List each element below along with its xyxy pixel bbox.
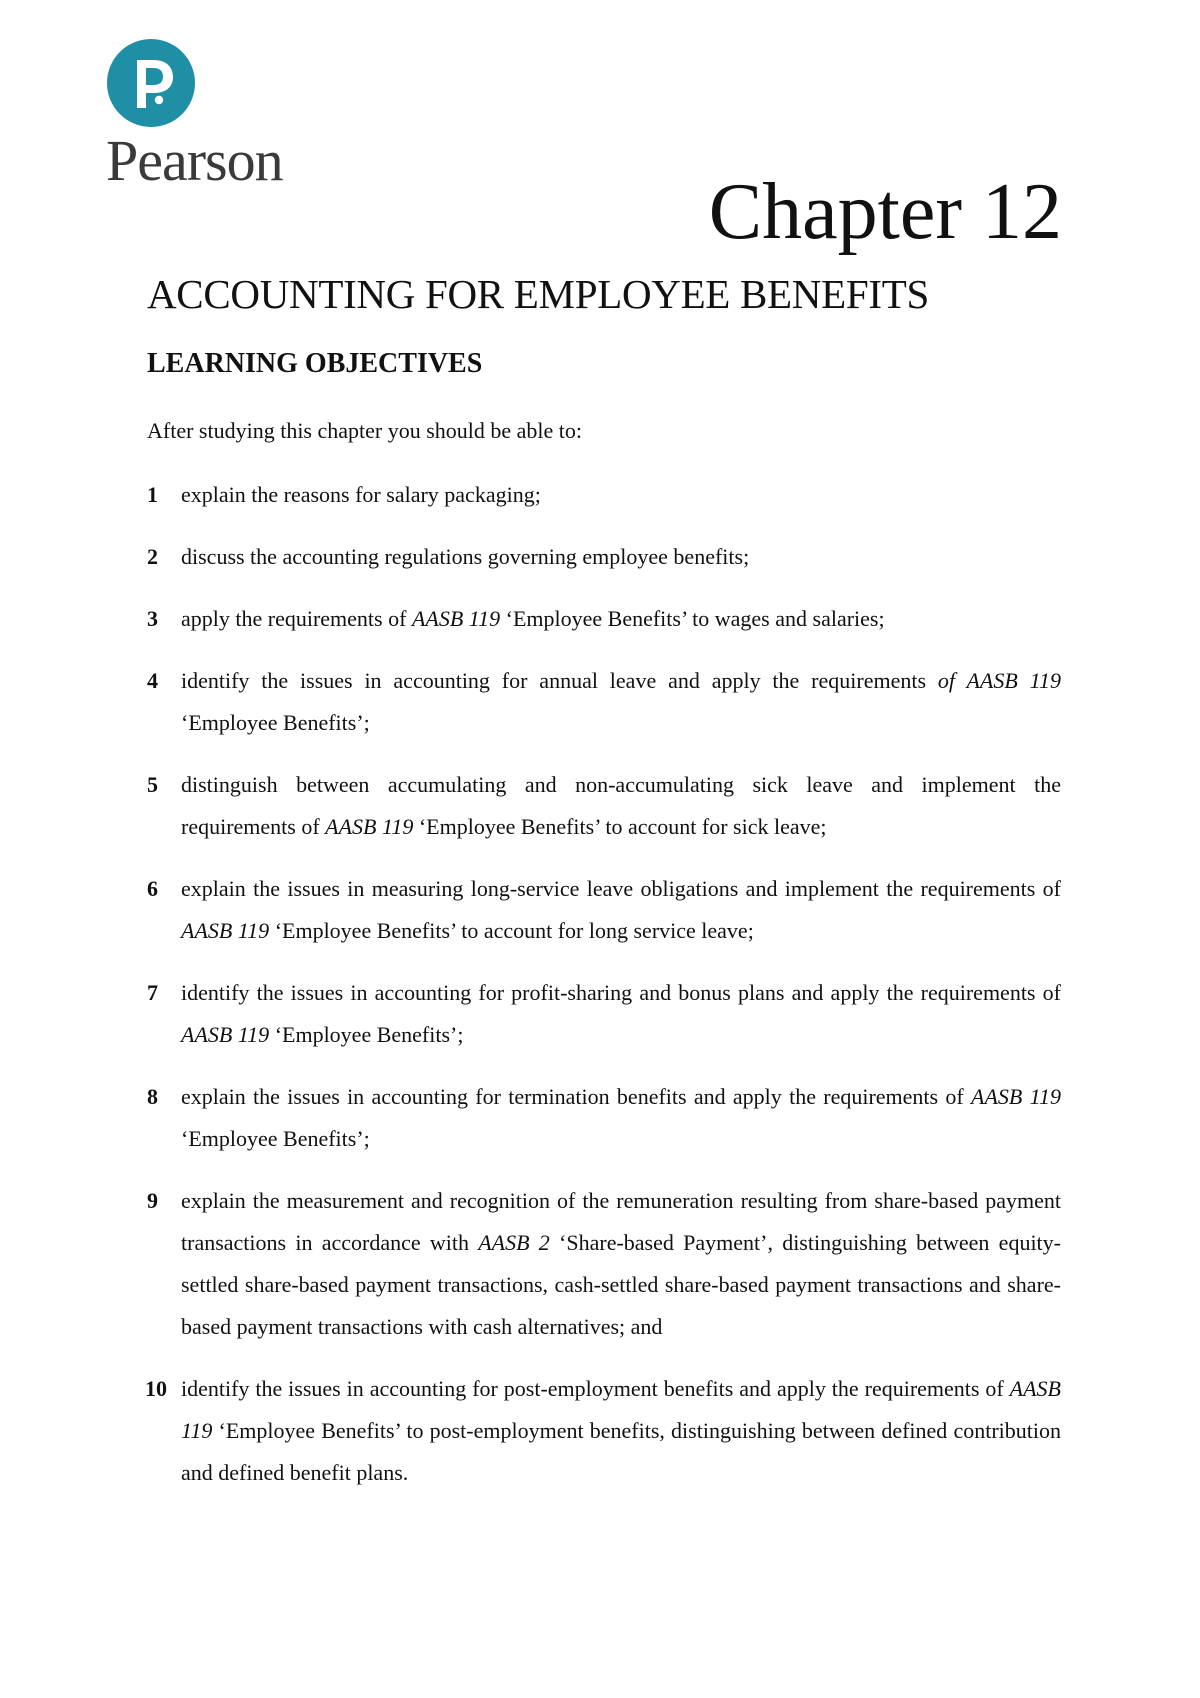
- objective-text: [181, 668, 1061, 735]
- objective-number: 9: [147, 1188, 158, 1213]
- objective-text-segment: discuss the accounting regulations governing employee benefits;: [181, 544, 750, 569]
- learning-objectives-title: LEARNING OBJECTIVES: [147, 348, 483, 379]
- objective-number: 10: [145, 1376, 167, 1401]
- objective-text-segment: identify the issues in accounting for profit-sharing and bonus plans and apply the requirements of: [181, 980, 1061, 1005]
- learning-objectives-list: [147, 474, 1061, 1514]
- objective-text-segment: explain the measurement and recognition of the remuneration resulting from share-based payment transactions in accordance with: [181, 1188, 1061, 1255]
- objective-text-segment: identify the issues in accounting for annual leave and apply the requirements: [181, 668, 938, 693]
- learning-objective-item: [147, 1180, 1061, 1348]
- learning-objective-item: [147, 1076, 1061, 1160]
- objective-text-segment: explain the issues in accounting for termination benefits and apply the requirements of: [181, 1084, 972, 1109]
- objective-number: 1: [147, 482, 158, 507]
- objective-text-segment: apply the requirements of: [181, 606, 412, 631]
- objective-text: [181, 1084, 1061, 1151]
- standard-reference: AASB 119: [325, 814, 414, 839]
- objective-text-segment: distinguish between accumulating and non-accumulating sick leave and implement the requirements of: [181, 772, 1061, 839]
- objective-text: [181, 606, 885, 631]
- objective-number: 2: [147, 544, 158, 569]
- learning-objective-item: [147, 660, 1061, 744]
- objective-text-segment: ‘Employee Benefits’ to account for long service leave;: [269, 918, 754, 943]
- chapter-title: Chapter 12: [708, 168, 1062, 256]
- learning-objective-item: [147, 972, 1061, 1056]
- objective-text-segment: identify the issues in accounting for post-employment benefits and apply the requirements of: [181, 1376, 1010, 1401]
- objective-text: [181, 1376, 1061, 1485]
- learning-objective-item: [147, 598, 1061, 640]
- learning-objective-item: [147, 474, 1061, 516]
- objective-text-segment: ‘Employee Benefits’;: [269, 1022, 464, 1047]
- objective-number: 7: [147, 980, 158, 1005]
- objective-text: [181, 876, 1061, 943]
- standard-reference: AASB 2: [478, 1230, 550, 1255]
- learning-objective-item: [147, 1368, 1061, 1494]
- objective-text: [181, 482, 541, 507]
- objective-number: 4: [147, 668, 158, 693]
- objective-text-segment: ‘Employee Benefits’;: [181, 1126, 370, 1151]
- learning-objective-item: [147, 764, 1061, 848]
- objective-text: [181, 1188, 1061, 1339]
- standard-reference: AASB 119: [411, 606, 501, 631]
- objective-number: 5: [147, 772, 158, 797]
- standard-reference: AASB 119: [971, 1084, 1061, 1109]
- objective-text-segment: ‘Employee Benefits’ to post-employment benefits, distinguishing between defined contribution and defined benefit plans.: [181, 1418, 1061, 1485]
- objective-text-segment: ‘Employee Benefits’ to account for sick leave;: [413, 814, 827, 839]
- objective-text-segment: explain the reasons for salary packaging;: [181, 482, 541, 507]
- standard-reference: AASB 119: [181, 918, 270, 943]
- objective-number: 3: [147, 606, 158, 631]
- objective-number: 6: [147, 876, 158, 901]
- pearson-wordmark: Pearson: [106, 128, 283, 193]
- standard-reference: AASB 119: [181, 1022, 270, 1047]
- objective-text-segment: ‘Share-based Payment’, distinguishing between equity-settled share-based payment transactions, cash-settled share-based payment transactions and share-based payment transactions with cash alternatives; and: [181, 1230, 1061, 1339]
- pearson-logo: [106, 38, 326, 193]
- learning-objectives-intro: After studying this chapter you should be able to:: [147, 418, 583, 443]
- objective-text: [181, 980, 1061, 1047]
- standard-reference: AASB 119: [181, 1376, 1061, 1443]
- learning-objective-item: [147, 536, 1061, 578]
- pearson-p-icon: [106, 38, 196, 128]
- standard-reference: of AASB 119: [937, 668, 1061, 693]
- objective-text-segment: ‘Employee Benefits’ to wages and salaries;: [500, 606, 885, 631]
- learning-objective-item: [147, 868, 1061, 952]
- chapter-heading: ACCOUNTING FOR EMPLOYEE BENEFITS: [147, 271, 929, 317]
- objective-text: [181, 544, 749, 569]
- objective-text-segment: explain the issues in measuring long-service leave obligations and implement the requirements of: [181, 876, 1061, 901]
- objective-text-segment: ‘Employee Benefits’;: [181, 710, 370, 735]
- objective-text: [181, 772, 1061, 839]
- objective-number: 8: [147, 1084, 158, 1109]
